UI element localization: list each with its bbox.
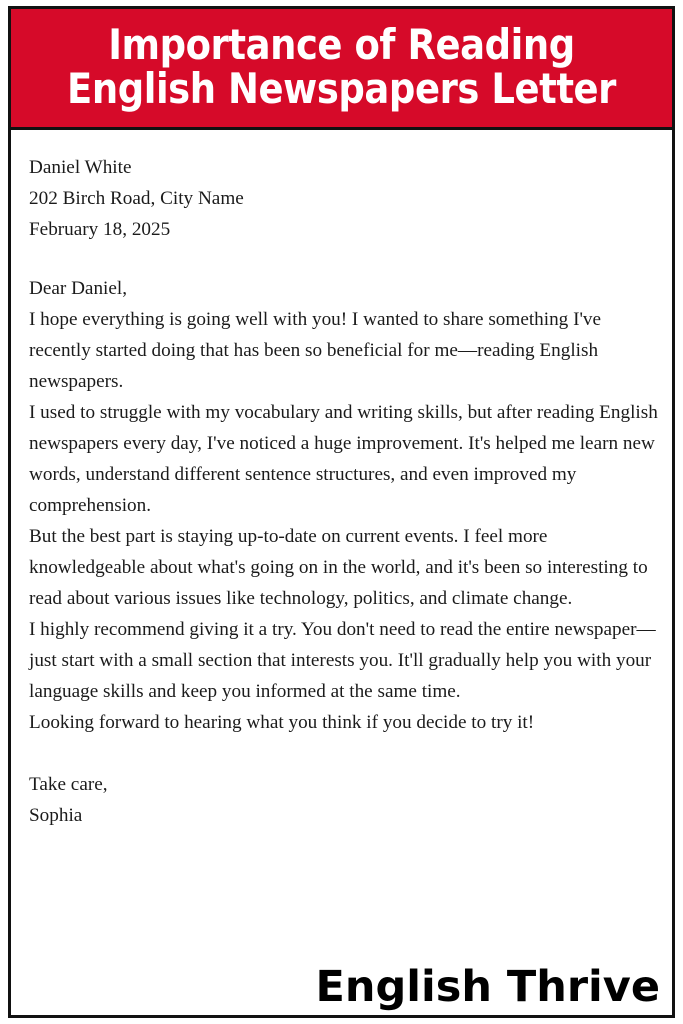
page-title-line-1: Importance of Reading (108, 20, 575, 69)
page-title-line-2: English Newspapers Letter (67, 64, 616, 114)
closing-spacer (29, 738, 658, 769)
sender-address: 202 Birch Road, City Name (29, 188, 244, 210)
letter-paragraph-2: I used to struggle with my vocabulary and writing skills, but after reading English newspapers every day, I've noticed a huge improvement. It's helped me learn new words, understand different sentence structures, and even improved my comprehension. (29, 402, 658, 517)
title-banner (11, 9, 672, 130)
letter-paragraph-4: I highly recommend giving it a try. You don't need to read the entire newspaper—just start with a small section that interests you. It'll gradually help you with your language skills and keep you informed at the same time. (29, 619, 656, 703)
page-frame (8, 6, 675, 1018)
sender-block (29, 152, 658, 245)
page-title (63, 20, 620, 114)
letter-paragraph-3: But the best part is staying up-to-date on current events. I feel more knowledgeable about what's going on in the world, and it's been so interesting to read about various issues like technology, politics, and climate change. (29, 526, 648, 610)
letter-signature: Sophia (29, 805, 83, 827)
salutation: Dear Daniel, (29, 278, 128, 300)
letter-date: February 18, 2025 (29, 219, 171, 241)
letter-closing: Take care, (29, 774, 108, 796)
brand-wordmark: English Thrive (315, 962, 660, 1012)
sender-name: Daniel White (29, 157, 132, 179)
letter-paragraph-1: I hope everything is going well with you! I wanted to share something I've recently started doing that has been so beneficial for me—reading English newspapers. (29, 309, 602, 393)
letter-paragraph-5: Looking forward to hearing what you think if you decide to try it! (29, 712, 535, 734)
letter-body (11, 130, 672, 1015)
